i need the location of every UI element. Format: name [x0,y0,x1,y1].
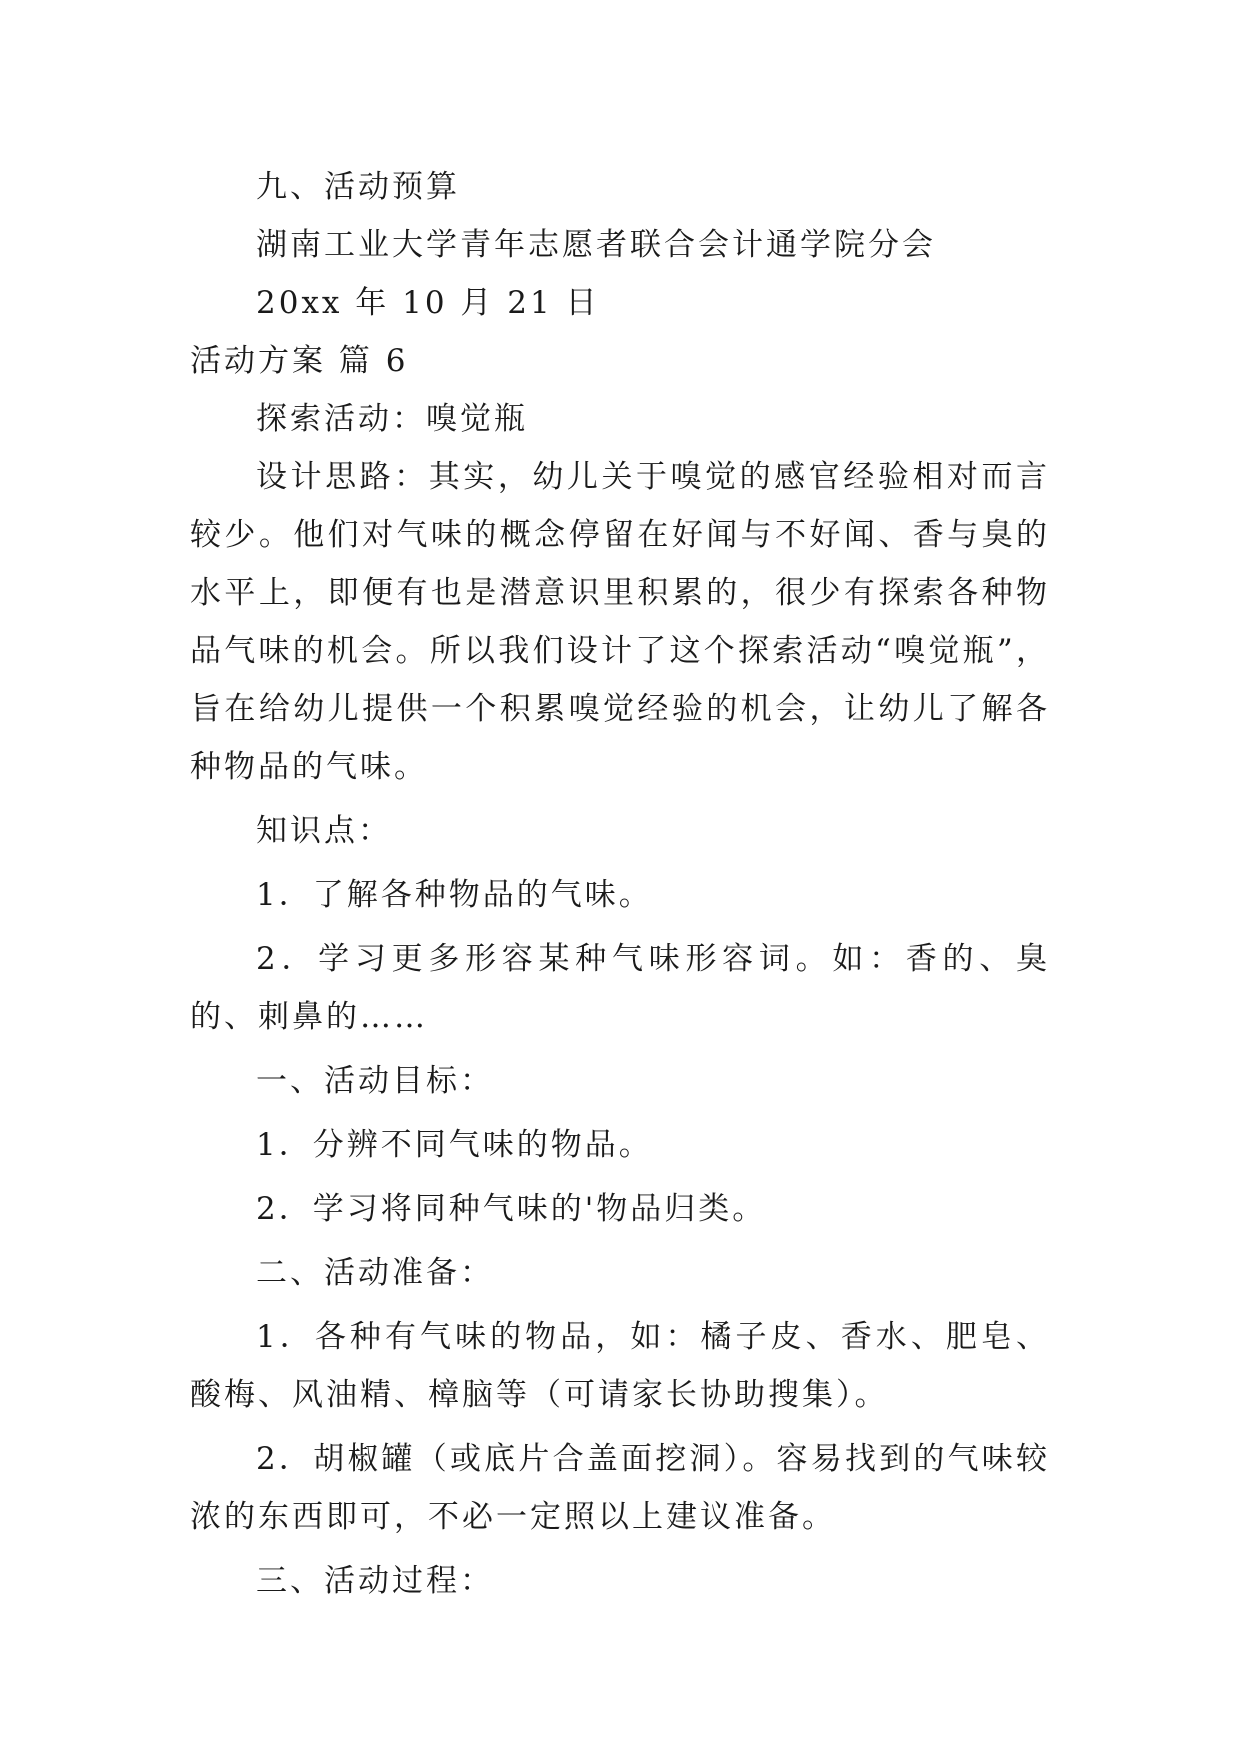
document-body [190,158,1050,1610]
knowledge-label: 知识点： [256,813,392,849]
prep-item-2: 2．胡椒罐（或底片合盖面挖洞）。容易找到的气味较浓的东西即可，不必一定照以上建议准备。 [190,1441,1050,1535]
process-heading: 三、活动过程： [256,1563,494,1599]
budget-heading: 九、活动预算 [256,169,460,205]
prep-heading: 二、活动准备： [256,1255,494,1291]
activity-title: 探索活动：嗅觉瓶 [256,401,528,437]
knowledge-item-1: 1．了解各种物品的气味。 [256,877,653,913]
goal-heading: 一、活动目标： [256,1063,494,1099]
document-date: 20xx 年 10 月 21 日 [256,285,600,321]
goal-item-1: 1．分辨不同气味的物品。 [256,1127,653,1163]
design-idea-paragraph: 设计思路：其实，幼儿关于嗅觉的感官经验相对而言较少。他们对气味的概念停留在好闻与不好闻、香与臭的水平上，即便有也是潜意识里积累的，很少有探索各种物品气味的机会。所以我们设计了这个探索活动“嗅觉瓶”，旨在给幼儿提供一个积累嗅觉经验的机会，让幼儿了解各种物品的气味。 [190,459,1050,785]
knowledge-item-2: 2．学习更多形容某种气味形容词。如：香的、臭的、刺鼻的…… [190,941,1050,1035]
prep-item-1: 1．各种有气味的物品，如：橘子皮、香水、肥皂、酸梅、风油精、樟脑等（可请家长协助搜集）。 [190,1319,1050,1413]
goal-item-2: 2．学习将同种气味的'物品归类。 [256,1191,767,1227]
section-heading: 活动方案 篇 6 [190,343,409,379]
organization-name: 湖南工业大学青年志愿者联合会计通学院分会 [256,227,936,263]
